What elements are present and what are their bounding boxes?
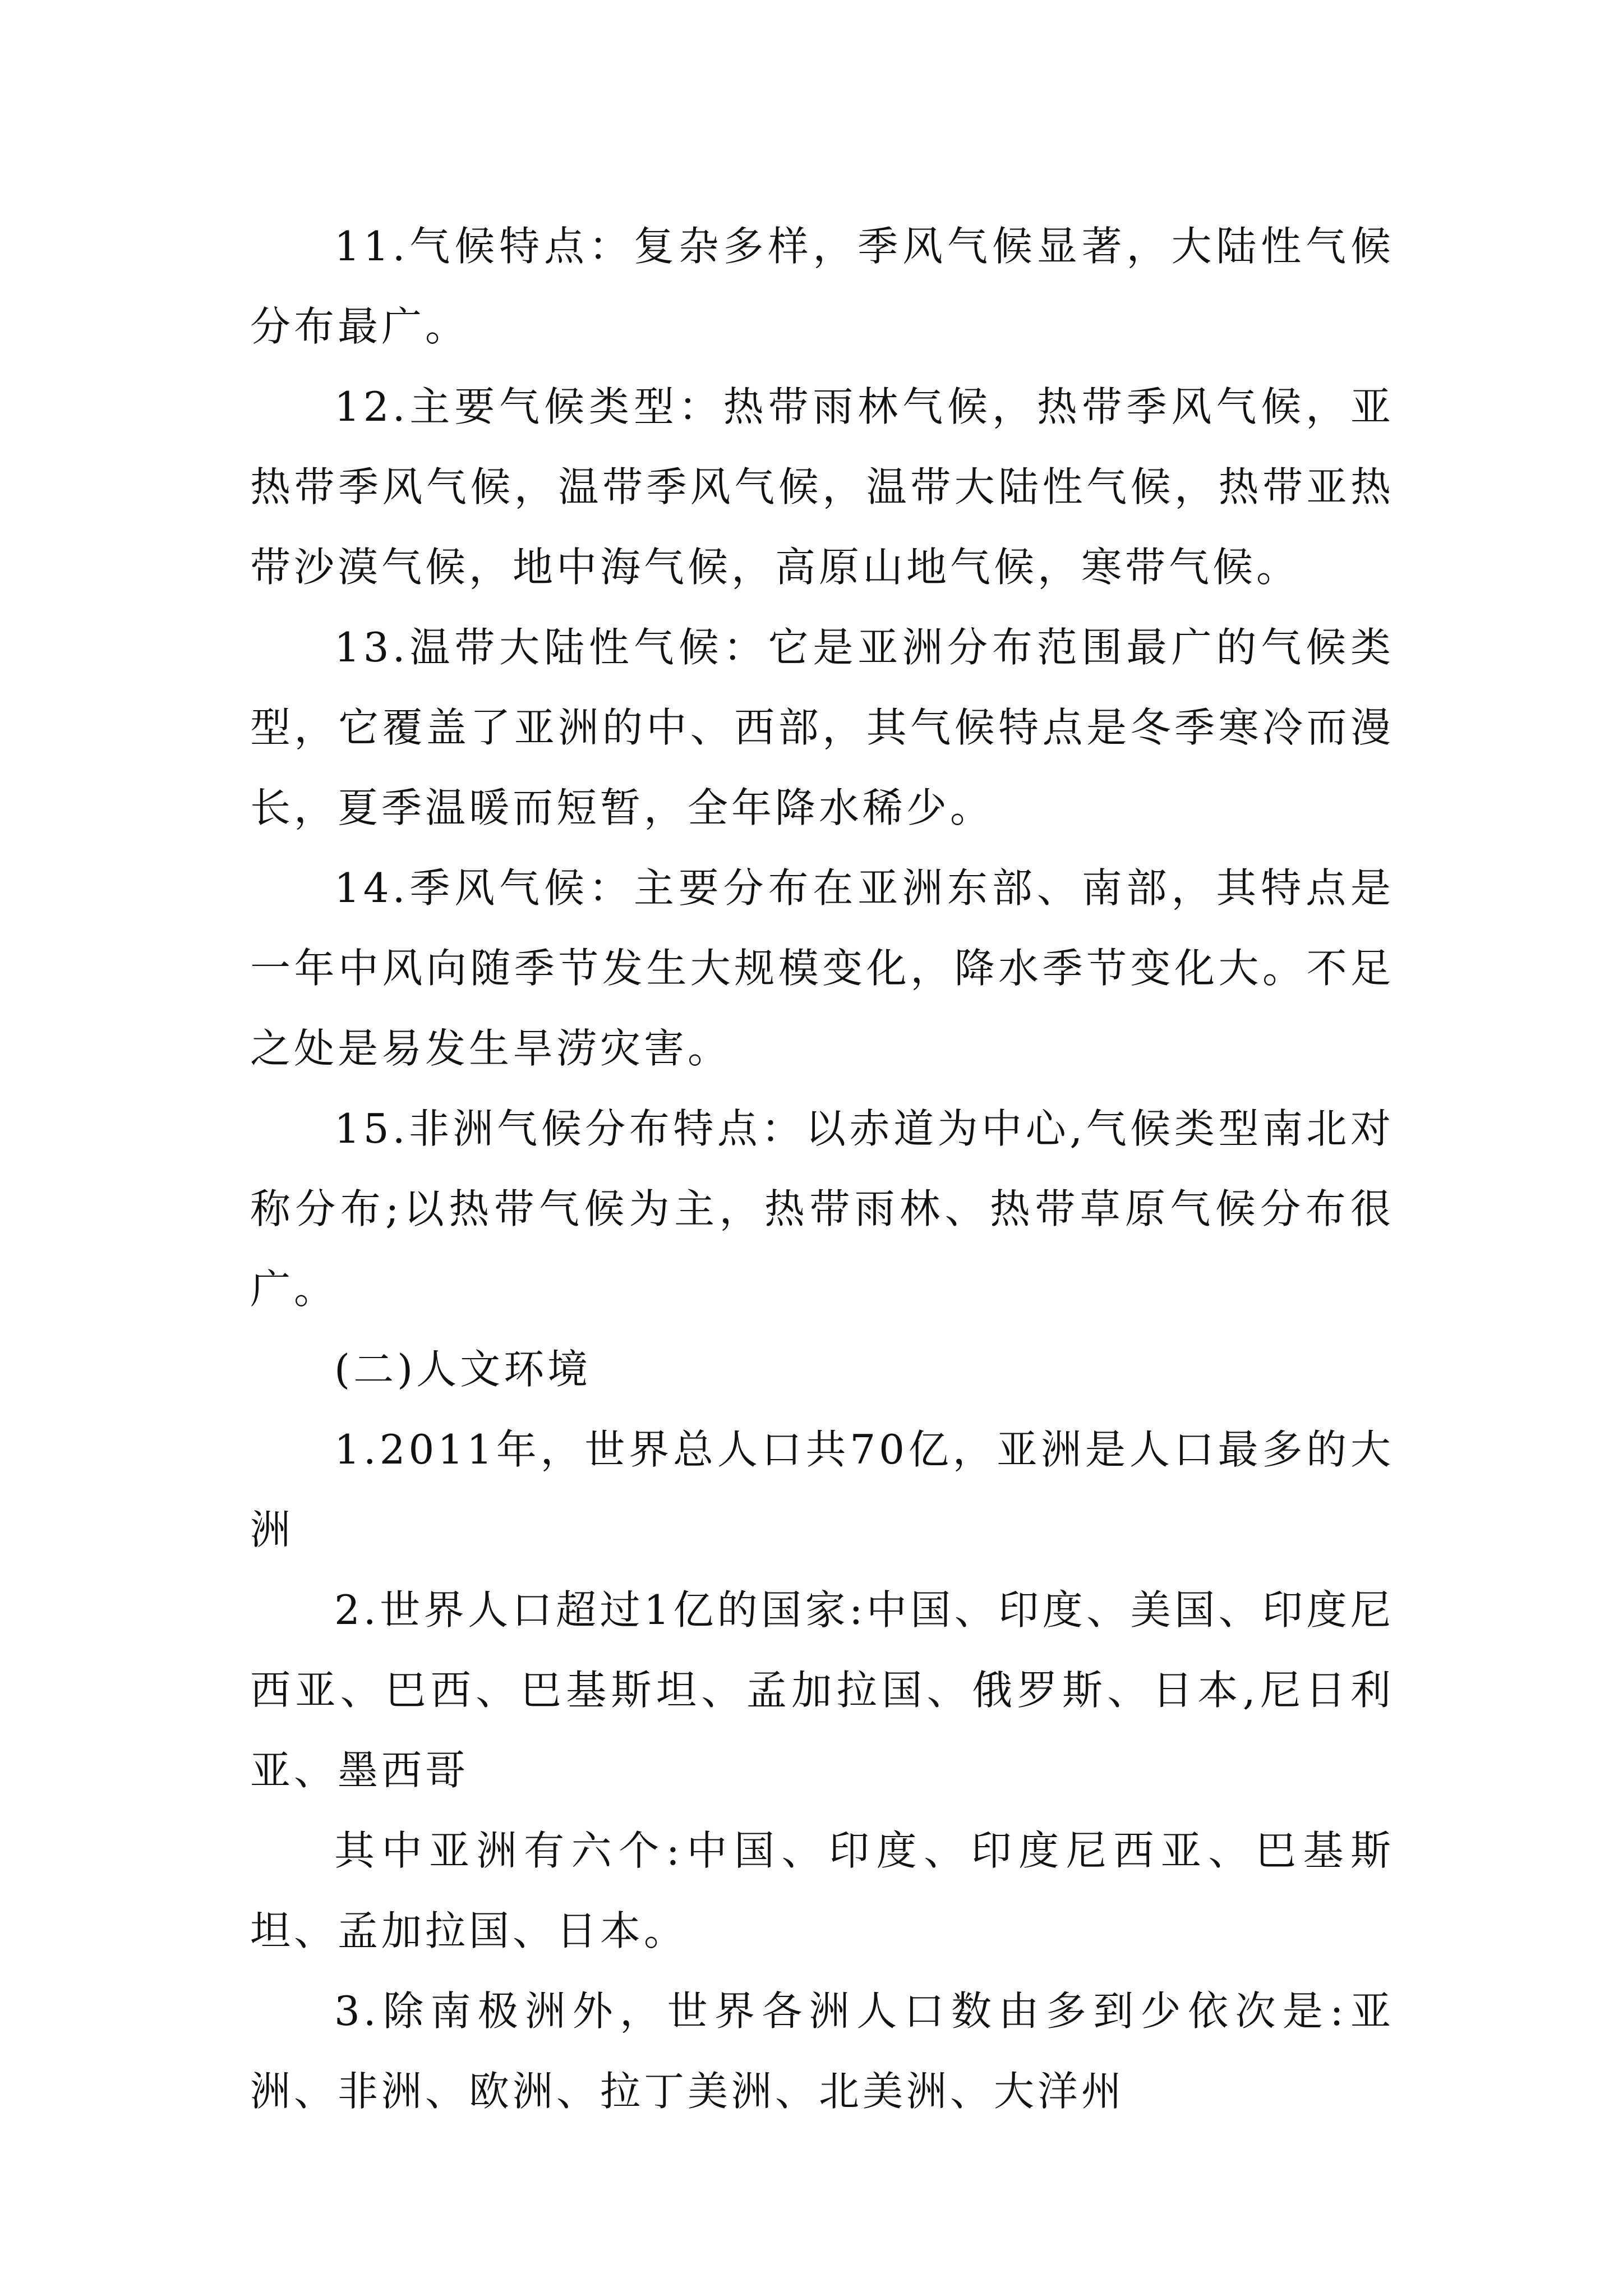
paragraph-asian-populous-countries: 其中亚洲有六个:中国、印度、印度尼西亚、巴基斯坦、孟加拉国、日本。	[250, 1827, 1394, 1954]
section-heading-human-environment: (二)人文环境	[334, 1346, 592, 1393]
paragraph-climate-features: 11.气候特点：复杂多样，季风气候显著，大陆性气候分布最广。	[250, 223, 1394, 350]
paragraph-climate-types: 12.主要气候类型：热带雨林气候，热带季风气候，亚热带季风气候，温带季风气候，温带大陆性气候，热带亚热带沙漠气候，地中海气候，高原山地气候，寒带气候。	[250, 383, 1394, 591]
paragraph-africa-climate: 15.非洲气候分布特点：以赤道为中心,气候类型南北对称分布;以热带气候为主，热带雨林、热带草原气候分布很广。	[250, 1105, 1394, 1313]
document-body	[250, 206, 1394, 2132]
paragraph-populous-countries: 2.世界人口超过1亿的国家:中国、印度、美国、印度尼西亚、巴西、巴基斯坦、孟加拉国、俄罗斯、日本,尼日利亚、墨西哥	[250, 1586, 1394, 1794]
paragraph-world-population: 1.2011年，世界总人口共70亿，亚洲是人口最多的大洲	[250, 1426, 1394, 1553]
paragraph-temperate-continental: 13.温带大陆性气候：它是亚洲分布范围最广的气候类型，它覆盖了亚洲的中、西部，其气候特点是冬季寒冷而漫长，夏季温暖而短暂，全年降水稀少。	[250, 624, 1394, 831]
paragraph-monsoon-climate: 14.季风气候：主要分布在亚洲东部、南部，其特点是一年中风向随季节发生大规模变化，降水季节变化大。不足之处是易发生旱涝灾害。	[250, 864, 1394, 1072]
paragraph-continent-population-order: 3.除南极洲外，世界各洲人口数由多到少依次是:亚洲、非洲、欧洲、拉丁美洲、北美洲、大洋州	[250, 1987, 1394, 2115]
